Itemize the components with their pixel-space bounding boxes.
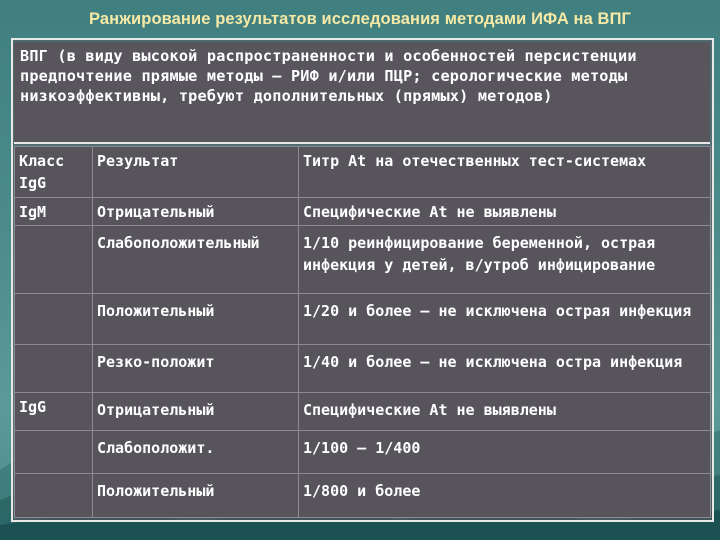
row-titer: 1/100 – 1/400 <box>299 431 711 474</box>
header-class: Класс IgG <box>15 147 93 198</box>
row-class <box>15 345 93 393</box>
header-titer: Титр At на отечественных тест-системах <box>299 147 711 198</box>
row-class: IgG <box>15 393 93 431</box>
row-result: Слабоположительный <box>93 226 299 294</box>
table-row <box>15 393 711 431</box>
row-titer: 1/40 и более – не исключена остра инфекция <box>299 345 711 393</box>
table-row <box>15 474 711 518</box>
slide-title: Ранжирование результатов исследования методами ИФА на ВПГ <box>89 10 631 28</box>
row-titer: Специфические At не выявлены <box>299 393 711 431</box>
row-class <box>15 431 93 474</box>
row-class <box>15 226 93 294</box>
row-class: IgM <box>15 198 93 226</box>
table-header-row <box>15 147 711 198</box>
table-row <box>15 345 711 393</box>
table-row <box>15 198 711 226</box>
row-result: Отрицательный <box>93 198 299 226</box>
row-result: Резко-положит <box>93 345 299 393</box>
row-class <box>15 294 93 345</box>
row-titer: 1/800 и более <box>299 474 711 518</box>
row-result: Положительный <box>93 294 299 345</box>
table-row <box>15 226 711 294</box>
row-result: Слабоположит. <box>93 431 299 474</box>
intro-text: ВПГ (в виду высокой распространенности и особенностей персистенции предпочтение прямые методы – РИФ и/или ПЦР; серологические методы низкоэффективны, требуют дополнительных (прямых) методов) <box>14 42 710 144</box>
row-result: Отрицательный <box>93 393 299 431</box>
row-class <box>15 474 93 518</box>
results-table <box>14 146 711 518</box>
row-titer: 1/10 реинфицирование беременной, острая инфекция у детей, в/утроб инфицирование <box>299 226 711 294</box>
table-row <box>15 431 711 474</box>
row-titer: Специфические At не выявлены <box>299 198 711 226</box>
row-result: Положительный <box>93 474 299 518</box>
row-titer: 1/20 и более – не исключена острая инфекция <box>299 294 711 345</box>
header-result: Результат <box>93 147 299 198</box>
table-row <box>15 294 711 345</box>
